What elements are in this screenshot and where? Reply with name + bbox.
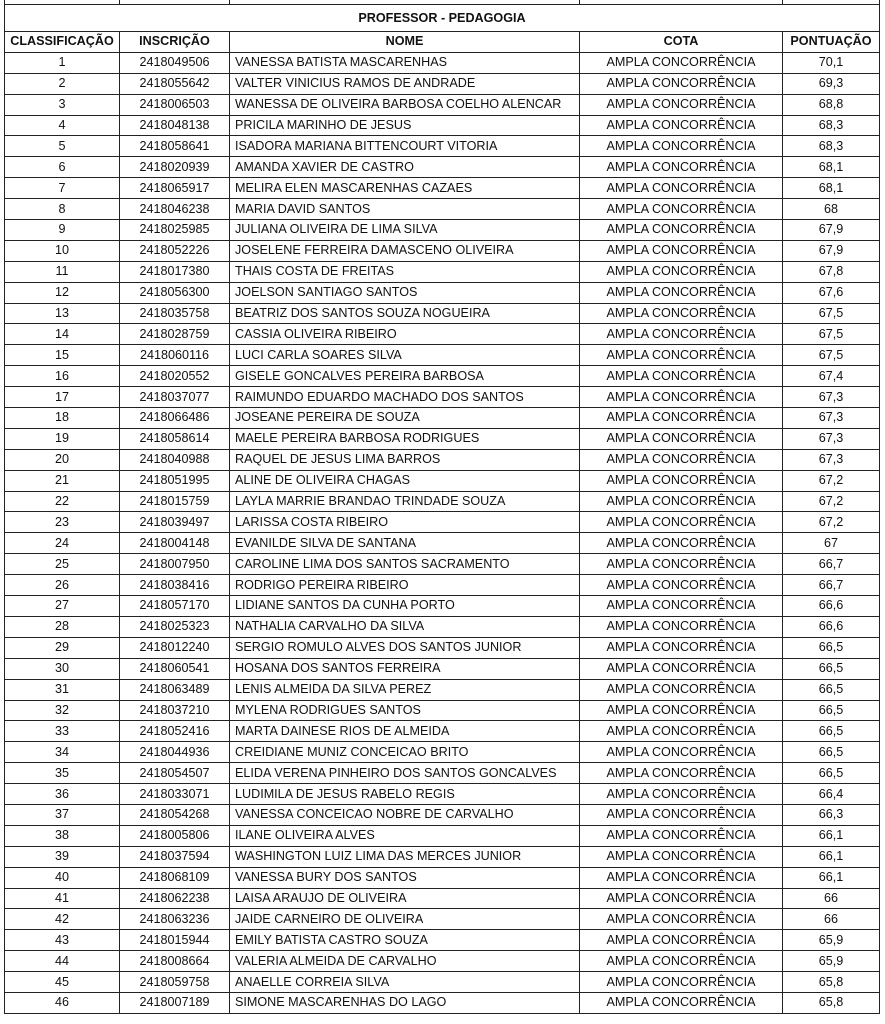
cell-nome: VALTER VINICIUS RAMOS DE ANDRADE bbox=[230, 73, 580, 94]
cell-nome: VANESSA BATISTA MASCARENHAS bbox=[230, 52, 580, 73]
table-row bbox=[5, 992, 880, 1013]
cell-inscricao: 2418052416 bbox=[120, 721, 230, 742]
cell-pontuacao: 66,1 bbox=[783, 825, 880, 846]
cell-pontuacao: 67,2 bbox=[783, 491, 880, 512]
cell-inscricao: 2418005806 bbox=[120, 825, 230, 846]
cell-nome: VANESSA BURY DOS SANTOS bbox=[230, 867, 580, 888]
header-nome: NOME bbox=[230, 32, 580, 53]
cell-pontuacao: 65,8 bbox=[783, 972, 880, 993]
cell-nome: AMANDA XAVIER DE CASTRO bbox=[230, 157, 580, 178]
cell-classificacao: 4 bbox=[5, 115, 120, 136]
cell-nome: NATHALIA CARVALHO DA SILVA bbox=[230, 616, 580, 637]
cell-pontuacao: 66,5 bbox=[783, 763, 880, 784]
cell-cota: AMPLA CONCORRÊNCIA bbox=[580, 554, 783, 575]
cell-classificacao: 29 bbox=[5, 637, 120, 658]
table-row bbox=[5, 282, 880, 303]
table-row bbox=[5, 491, 880, 512]
table-row bbox=[5, 136, 880, 157]
cell-inscricao: 2418058614 bbox=[120, 428, 230, 449]
table-row bbox=[5, 909, 880, 930]
cell-pontuacao: 67,2 bbox=[783, 512, 880, 533]
cell-classificacao: 22 bbox=[5, 491, 120, 512]
cell-classificacao: 38 bbox=[5, 825, 120, 846]
cell-cota: AMPLA CONCORRÊNCIA bbox=[580, 804, 783, 825]
cell-cota: AMPLA CONCORRÊNCIA bbox=[580, 303, 783, 324]
cell-nome: THAIS COSTA DE FREITAS bbox=[230, 261, 580, 282]
cell-cota: AMPLA CONCORRÊNCIA bbox=[580, 575, 783, 596]
cell-pontuacao: 68,8 bbox=[783, 94, 880, 115]
table-row bbox=[5, 700, 880, 721]
cell-classificacao: 8 bbox=[5, 199, 120, 220]
cell-inscricao: 2418017380 bbox=[120, 261, 230, 282]
cell-classificacao: 2 bbox=[5, 73, 120, 94]
cell-nome: CAROLINE LIMA DOS SANTOS SACRAMENTO bbox=[230, 554, 580, 575]
cell-pontuacao: 66,4 bbox=[783, 784, 880, 805]
cell-pontuacao: 67,3 bbox=[783, 387, 880, 408]
cell-classificacao: 16 bbox=[5, 366, 120, 387]
cell-cota: AMPLA CONCORRÊNCIA bbox=[580, 282, 783, 303]
cell-inscricao: 2418039497 bbox=[120, 512, 230, 533]
cell-inscricao: 2418052226 bbox=[120, 240, 230, 261]
section-header-row bbox=[5, 5, 880, 32]
cell-classificacao: 25 bbox=[5, 554, 120, 575]
cell-pontuacao: 66,5 bbox=[783, 658, 880, 679]
cell-classificacao: 42 bbox=[5, 909, 120, 930]
cell-nome: MELIRA ELEN MASCARENHAS CAZAES bbox=[230, 178, 580, 199]
table-row bbox=[5, 240, 880, 261]
table-row bbox=[5, 366, 880, 387]
cell-nome: LIDIANE SANTOS DA CUNHA PORTO bbox=[230, 596, 580, 617]
cell-cota: AMPLA CONCORRÊNCIA bbox=[580, 157, 783, 178]
cell-pontuacao: 66,1 bbox=[783, 846, 880, 867]
table-row bbox=[5, 345, 880, 366]
cell-pontuacao: 66,6 bbox=[783, 616, 880, 637]
cell-inscricao: 2418007950 bbox=[120, 554, 230, 575]
cell-classificacao: 37 bbox=[5, 804, 120, 825]
cell-pontuacao: 67,8 bbox=[783, 261, 880, 282]
table-row bbox=[5, 94, 880, 115]
cell-nome: LUCI CARLA SOARES SILVA bbox=[230, 345, 580, 366]
cell-inscricao: 2418068109 bbox=[120, 867, 230, 888]
cell-nome: MARIA DAVID SANTOS bbox=[230, 199, 580, 220]
cell-cota: AMPLA CONCORRÊNCIA bbox=[580, 763, 783, 784]
cell-nome: EVANILDE SILVA DE SANTANA bbox=[230, 533, 580, 554]
cell-pontuacao: 66,5 bbox=[783, 700, 880, 721]
cell-cota: AMPLA CONCORRÊNCIA bbox=[580, 428, 783, 449]
cell-inscricao: 2418033071 bbox=[120, 784, 230, 805]
cell-nome: JOELSON SANTIAGO SANTOS bbox=[230, 282, 580, 303]
table-row bbox=[5, 52, 880, 73]
cell-classificacao: 44 bbox=[5, 951, 120, 972]
cell-pontuacao: 66,6 bbox=[783, 596, 880, 617]
cell-inscricao: 2418055642 bbox=[120, 73, 230, 94]
table-row bbox=[5, 470, 880, 491]
cell-inscricao: 2418004148 bbox=[120, 533, 230, 554]
table-row bbox=[5, 408, 880, 429]
table-row bbox=[5, 220, 880, 241]
table-row bbox=[5, 784, 880, 805]
table-row bbox=[5, 303, 880, 324]
cell-pontuacao: 66,7 bbox=[783, 554, 880, 575]
table-row bbox=[5, 804, 880, 825]
cell-cota: AMPLA CONCORRÊNCIA bbox=[580, 596, 783, 617]
cell-nome: ILANE OLIVEIRA ALVES bbox=[230, 825, 580, 846]
cell-pontuacao: 67,5 bbox=[783, 345, 880, 366]
cell-pontuacao: 67,9 bbox=[783, 240, 880, 261]
cell-nome: LAISA ARAUJO DE OLIVEIRA bbox=[230, 888, 580, 909]
cell-pontuacao: 67,9 bbox=[783, 220, 880, 241]
table-row bbox=[5, 825, 880, 846]
cell-classificacao: 24 bbox=[5, 533, 120, 554]
table-row bbox=[5, 428, 880, 449]
cell-cota: AMPLA CONCORRÊNCIA bbox=[580, 240, 783, 261]
cell-classificacao: 12 bbox=[5, 282, 120, 303]
cell-classificacao: 20 bbox=[5, 449, 120, 470]
cell-pontuacao: 68 bbox=[783, 199, 880, 220]
cell-inscricao: 2418006503 bbox=[120, 94, 230, 115]
cell-classificacao: 5 bbox=[5, 136, 120, 157]
cell-classificacao: 13 bbox=[5, 303, 120, 324]
cell-cota: AMPLA CONCORRÊNCIA bbox=[580, 679, 783, 700]
cell-cota: AMPLA CONCORRÊNCIA bbox=[580, 930, 783, 951]
cell-cota: AMPLA CONCORRÊNCIA bbox=[580, 470, 783, 491]
column-header-row bbox=[5, 32, 880, 53]
cell-nome: LARISSA COSTA RIBEIRO bbox=[230, 512, 580, 533]
table-row bbox=[5, 867, 880, 888]
cell-cota: AMPLA CONCORRÊNCIA bbox=[580, 951, 783, 972]
cell-cota: AMPLA CONCORRÊNCIA bbox=[580, 846, 783, 867]
cell-classificacao: 33 bbox=[5, 721, 120, 742]
cell-inscricao: 2418063236 bbox=[120, 909, 230, 930]
cell-pontuacao: 68,1 bbox=[783, 157, 880, 178]
cell-cota: AMPLA CONCORRÊNCIA bbox=[580, 366, 783, 387]
cell-cota: AMPLA CONCORRÊNCIA bbox=[580, 324, 783, 345]
cell-pontuacao: 68,3 bbox=[783, 136, 880, 157]
cell-cota: AMPLA CONCORRÊNCIA bbox=[580, 52, 783, 73]
cell-classificacao: 32 bbox=[5, 700, 120, 721]
cell-inscricao: 2418049506 bbox=[120, 52, 230, 73]
cell-nome: PRICILA MARINHO DE JESUS bbox=[230, 115, 580, 136]
table-row bbox=[5, 324, 880, 345]
cell-classificacao: 7 bbox=[5, 178, 120, 199]
table-row bbox=[5, 846, 880, 867]
cell-cota: AMPLA CONCORRÊNCIA bbox=[580, 220, 783, 241]
table-row bbox=[5, 575, 880, 596]
cell-inscricao: 2418057170 bbox=[120, 596, 230, 617]
table-row bbox=[5, 763, 880, 784]
table-row bbox=[5, 721, 880, 742]
cell-inscricao: 2418059758 bbox=[120, 972, 230, 993]
table-row bbox=[5, 449, 880, 470]
cell-nome: RAIMUNDO EDUARDO MACHADO DOS SANTOS bbox=[230, 387, 580, 408]
cell-inscricao: 2418012240 bbox=[120, 637, 230, 658]
cell-inscricao: 2418056300 bbox=[120, 282, 230, 303]
cell-pontuacao: 67,3 bbox=[783, 408, 880, 429]
cell-classificacao: 21 bbox=[5, 470, 120, 491]
cell-cota: AMPLA CONCORRÊNCIA bbox=[580, 115, 783, 136]
table-row bbox=[5, 637, 880, 658]
cell-nome: VANESSA CONCEICAO NOBRE DE CARVALHO bbox=[230, 804, 580, 825]
cell-nome: LUDIMILA DE JESUS RABELO REGIS bbox=[230, 784, 580, 805]
cell-pontuacao: 65,9 bbox=[783, 930, 880, 951]
cell-inscricao: 2418025985 bbox=[120, 220, 230, 241]
cell-nome: GISELE GONCALVES PEREIRA BARBOSA bbox=[230, 366, 580, 387]
cell-pontuacao: 67,5 bbox=[783, 324, 880, 345]
cell-pontuacao: 66,7 bbox=[783, 575, 880, 596]
cell-classificacao: 9 bbox=[5, 220, 120, 241]
cell-pontuacao: 66,5 bbox=[783, 679, 880, 700]
table-row bbox=[5, 951, 880, 972]
table-row bbox=[5, 115, 880, 136]
cell-inscricao: 2418037210 bbox=[120, 700, 230, 721]
table-body bbox=[5, 52, 880, 1013]
cell-nome: WANESSA DE OLIVEIRA BARBOSA COELHO ALENCAR bbox=[230, 94, 580, 115]
results-table bbox=[4, 0, 880, 1014]
cell-cota: AMPLA CONCORRÊNCIA bbox=[580, 742, 783, 763]
cell-inscricao: 2418037594 bbox=[120, 846, 230, 867]
cell-cota: AMPLA CONCORRÊNCIA bbox=[580, 972, 783, 993]
cell-inscricao: 2418007189 bbox=[120, 992, 230, 1013]
cell-inscricao: 2418038416 bbox=[120, 575, 230, 596]
cell-nome: WASHINGTON LUIZ LIMA DAS MERCES JUNIOR bbox=[230, 846, 580, 867]
cell-inscricao: 2418035758 bbox=[120, 303, 230, 324]
cell-pontuacao: 66,3 bbox=[783, 804, 880, 825]
cell-classificacao: 6 bbox=[5, 157, 120, 178]
cell-classificacao: 36 bbox=[5, 784, 120, 805]
cell-inscricao: 2418058641 bbox=[120, 136, 230, 157]
cell-classificacao: 40 bbox=[5, 867, 120, 888]
cell-cota: AMPLA CONCORRÊNCIA bbox=[580, 408, 783, 429]
cell-nome: MYLENA RODRIGUES SANTOS bbox=[230, 700, 580, 721]
table-row bbox=[5, 554, 880, 575]
table-row bbox=[5, 199, 880, 220]
table-row bbox=[5, 679, 880, 700]
cell-pontuacao: 66,5 bbox=[783, 742, 880, 763]
cell-classificacao: 17 bbox=[5, 387, 120, 408]
cell-pontuacao: 69,3 bbox=[783, 73, 880, 94]
cell-pontuacao: 68,3 bbox=[783, 115, 880, 136]
header-pontuacao: PONTUAÇÃO bbox=[783, 32, 880, 53]
results-sheet bbox=[4, 0, 879, 1014]
cell-nome: JAIDE CARNEIRO DE OLIVEIRA bbox=[230, 909, 580, 930]
cell-cota: AMPLA CONCORRÊNCIA bbox=[580, 491, 783, 512]
cell-classificacao: 30 bbox=[5, 658, 120, 679]
cell-cota: AMPLA CONCORRÊNCIA bbox=[580, 700, 783, 721]
cell-nome: SIMONE MASCARENHAS DO LAGO bbox=[230, 992, 580, 1013]
cell-nome: JOSELENE FERREIRA DAMASCENO OLIVEIRA bbox=[230, 240, 580, 261]
cell-pontuacao: 66,5 bbox=[783, 637, 880, 658]
cell-nome: JULIANA OLIVEIRA DE LIMA SILVA bbox=[230, 220, 580, 241]
cell-inscricao: 2418015759 bbox=[120, 491, 230, 512]
cell-nome: ISADORA MARIANA BITTENCOURT VITORIA bbox=[230, 136, 580, 157]
cell-inscricao: 2418046238 bbox=[120, 199, 230, 220]
cell-cota: AMPLA CONCORRÊNCIA bbox=[580, 136, 783, 157]
cell-classificacao: 45 bbox=[5, 972, 120, 993]
cell-cota: AMPLA CONCORRÊNCIA bbox=[580, 73, 783, 94]
cell-pontuacao: 66 bbox=[783, 909, 880, 930]
table-row bbox=[5, 387, 880, 408]
table-row bbox=[5, 157, 880, 178]
cell-cota: AMPLA CONCORRÊNCIA bbox=[580, 721, 783, 742]
cell-classificacao: 43 bbox=[5, 930, 120, 951]
cell-pontuacao: 67,3 bbox=[783, 449, 880, 470]
cell-nome: LAYLA MARRIE BRANDAO TRINDADE SOUZA bbox=[230, 491, 580, 512]
cell-pontuacao: 66 bbox=[783, 888, 880, 909]
table-row bbox=[5, 596, 880, 617]
cell-nome: ALINE DE OLIVEIRA CHAGAS bbox=[230, 470, 580, 491]
cell-classificacao: 35 bbox=[5, 763, 120, 784]
cell-classificacao: 41 bbox=[5, 888, 120, 909]
cell-inscricao: 2418060116 bbox=[120, 345, 230, 366]
cell-pontuacao: 68,1 bbox=[783, 178, 880, 199]
cell-classificacao: 11 bbox=[5, 261, 120, 282]
cell-nome: MAELE PEREIRA BARBOSA RODRIGUES bbox=[230, 428, 580, 449]
cell-classificacao: 31 bbox=[5, 679, 120, 700]
cell-pontuacao: 65,9 bbox=[783, 951, 880, 972]
table-row bbox=[5, 73, 880, 94]
cell-inscricao: 2418028759 bbox=[120, 324, 230, 345]
cell-pontuacao: 70,1 bbox=[783, 52, 880, 73]
cell-cota: AMPLA CONCORRÊNCIA bbox=[580, 387, 783, 408]
cell-nome: LENIS ALMEIDA DA SILVA PEREZ bbox=[230, 679, 580, 700]
cell-nome: CREIDIANE MUNIZ CONCEICAO BRITO bbox=[230, 742, 580, 763]
cell-classificacao: 19 bbox=[5, 428, 120, 449]
cell-cota: AMPLA CONCORRÊNCIA bbox=[580, 825, 783, 846]
cell-classificacao: 10 bbox=[5, 240, 120, 261]
cell-cota: AMPLA CONCORRÊNCIA bbox=[580, 658, 783, 679]
cell-pontuacao: 67,6 bbox=[783, 282, 880, 303]
cell-inscricao: 2418065917 bbox=[120, 178, 230, 199]
table-row bbox=[5, 178, 880, 199]
cell-classificacao: 15 bbox=[5, 345, 120, 366]
cell-cota: AMPLA CONCORRÊNCIA bbox=[580, 199, 783, 220]
cell-pontuacao: 67 bbox=[783, 533, 880, 554]
table-row bbox=[5, 512, 880, 533]
cell-cota: AMPLA CONCORRÊNCIA bbox=[580, 449, 783, 470]
table-row bbox=[5, 616, 880, 637]
cell-classificacao: 1 bbox=[5, 52, 120, 73]
cell-cota: AMPLA CONCORRÊNCIA bbox=[580, 261, 783, 282]
cell-inscricao: 2418008664 bbox=[120, 951, 230, 972]
cell-classificacao: 39 bbox=[5, 846, 120, 867]
cell-classificacao: 34 bbox=[5, 742, 120, 763]
cell-nome: ANAELLE CORREIA SILVA bbox=[230, 972, 580, 993]
cell-inscricao: 2418062238 bbox=[120, 888, 230, 909]
cell-classificacao: 46 bbox=[5, 992, 120, 1013]
cell-cota: AMPLA CONCORRÊNCIA bbox=[580, 345, 783, 366]
cell-cota: AMPLA CONCORRÊNCIA bbox=[580, 992, 783, 1013]
header-inscricao: INSCRIÇÃO bbox=[120, 32, 230, 53]
cell-pontuacao: 67,4 bbox=[783, 366, 880, 387]
cell-pontuacao: 67,2 bbox=[783, 470, 880, 491]
cell-nome: JOSEANE PEREIRA DE SOUZA bbox=[230, 408, 580, 429]
cell-inscricao: 2418060541 bbox=[120, 658, 230, 679]
cell-inscricao: 2418025323 bbox=[120, 616, 230, 637]
cell-pontuacao: 66,1 bbox=[783, 867, 880, 888]
cell-pontuacao: 67,3 bbox=[783, 428, 880, 449]
cell-inscricao: 2418051995 bbox=[120, 470, 230, 491]
cell-cota: AMPLA CONCORRÊNCIA bbox=[580, 533, 783, 554]
header-cota: COTA bbox=[580, 32, 783, 53]
table-row bbox=[5, 261, 880, 282]
cell-nome: HOSANA DOS SANTOS FERREIRA bbox=[230, 658, 580, 679]
table-row bbox=[5, 533, 880, 554]
cell-inscricao: 2418066486 bbox=[120, 408, 230, 429]
cell-nome: CASSIA OLIVEIRA RIBEIRO bbox=[230, 324, 580, 345]
cell-classificacao: 3 bbox=[5, 94, 120, 115]
cell-cota: AMPLA CONCORRÊNCIA bbox=[580, 616, 783, 637]
cell-cota: AMPLA CONCORRÊNCIA bbox=[580, 637, 783, 658]
table-row bbox=[5, 658, 880, 679]
cell-nome: MARTA DAINESE RIOS DE ALMEIDA bbox=[230, 721, 580, 742]
cell-inscricao: 2418020939 bbox=[120, 157, 230, 178]
table-row bbox=[5, 972, 880, 993]
cell-pontuacao: 65,8 bbox=[783, 992, 880, 1013]
cell-cota: AMPLA CONCORRÊNCIA bbox=[580, 178, 783, 199]
cell-inscricao: 2418015944 bbox=[120, 930, 230, 951]
header-classificacao: CLASSIFICAÇÃO bbox=[5, 32, 120, 53]
cell-classificacao: 26 bbox=[5, 575, 120, 596]
cell-pontuacao: 67,5 bbox=[783, 303, 880, 324]
cell-inscricao: 2418020552 bbox=[120, 366, 230, 387]
cell-cota: AMPLA CONCORRÊNCIA bbox=[580, 909, 783, 930]
cell-pontuacao: 66,5 bbox=[783, 721, 880, 742]
table-row bbox=[5, 742, 880, 763]
table-row bbox=[5, 888, 880, 909]
cell-classificacao: 27 bbox=[5, 596, 120, 617]
cell-classificacao: 14 bbox=[5, 324, 120, 345]
cell-cota: AMPLA CONCORRÊNCIA bbox=[580, 512, 783, 533]
cell-nome: RODRIGO PEREIRA RIBEIRO bbox=[230, 575, 580, 596]
cell-cota: AMPLA CONCORRÊNCIA bbox=[580, 867, 783, 888]
cell-inscricao: 2418040988 bbox=[120, 449, 230, 470]
cell-cota: AMPLA CONCORRÊNCIA bbox=[580, 888, 783, 909]
cell-inscricao: 2418048138 bbox=[120, 115, 230, 136]
cell-cota: AMPLA CONCORRÊNCIA bbox=[580, 784, 783, 805]
table-row bbox=[5, 930, 880, 951]
cell-inscricao: 2418037077 bbox=[120, 387, 230, 408]
cell-inscricao: 2418044936 bbox=[120, 742, 230, 763]
cell-cota: AMPLA CONCORRÊNCIA bbox=[580, 94, 783, 115]
cell-classificacao: 23 bbox=[5, 512, 120, 533]
cell-nome: RAQUEL DE JESUS LIMA BARROS bbox=[230, 449, 580, 470]
cell-classificacao: 28 bbox=[5, 616, 120, 637]
cell-nome: EMILY BATISTA CASTRO SOUZA bbox=[230, 930, 580, 951]
cell-inscricao: 2418054507 bbox=[120, 763, 230, 784]
cell-nome: ELIDA VERENA PINHEIRO DOS SANTOS GONCALVES bbox=[230, 763, 580, 784]
cell-nome: VALERIA ALMEIDA DE CARVALHO bbox=[230, 951, 580, 972]
cell-nome: BEATRIZ DOS SANTOS SOUZA NOGUEIRA bbox=[230, 303, 580, 324]
cell-classificacao: 18 bbox=[5, 408, 120, 429]
cell-inscricao: 2418054268 bbox=[120, 804, 230, 825]
cell-inscricao: 2418063489 bbox=[120, 679, 230, 700]
cell-nome: SERGIO ROMULO ALVES DOS SANTOS JUNIOR bbox=[230, 637, 580, 658]
section-title: PROFESSOR - PEDAGOGIA bbox=[5, 5, 880, 32]
